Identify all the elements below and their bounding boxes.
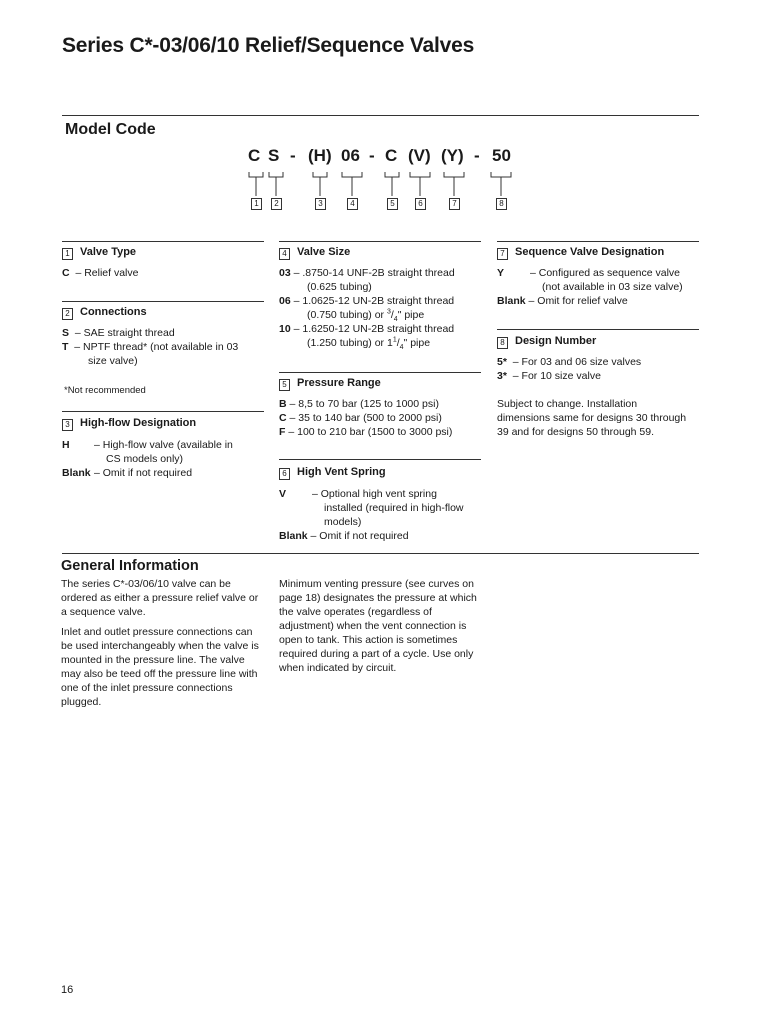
high-vent-row: Blank – Omit if not required bbox=[279, 530, 409, 542]
section-high-flow-heading: 3 High-flow Designation bbox=[62, 417, 196, 431]
general-col1 bbox=[61, 577, 263, 715]
code-part-dash: - bbox=[290, 146, 296, 165]
code-part-c: C bbox=[248, 146, 261, 165]
valve-size-row: 10 – 1.6250-12 UN-2B straight thread bbox=[279, 323, 455, 335]
pressure-range-row: F – 100 to 210 bar (1500 to 3000 psi) bbox=[279, 426, 453, 438]
sequence-row-text: – Configured as sequence valve bbox=[530, 267, 681, 279]
valve-size-row-cont: (0.750 tubing) or $^3/_4$" pipe bbox=[307, 308, 425, 324]
col3-rule-sequence bbox=[497, 241, 699, 242]
section-valve-size-heading: 4 Valve Size bbox=[279, 246, 350, 260]
code-box-6: 6 bbox=[415, 198, 426, 210]
col2-rule-pressure bbox=[279, 372, 481, 373]
general-paragraph: Minimum venting pressure (see curves on page 18) designates the pressure at which the valve operates (regardless of adjustment) when the vent connection is open to tank. This action is sometimes required during a part of a cycle. Use only when indicated by circuit. bbox=[279, 578, 477, 674]
pressure-range-row: C – 35 to 140 bar (500 to 2000 psi) bbox=[279, 412, 442, 424]
col1-rule-highflow bbox=[62, 411, 264, 412]
code-part-s: S bbox=[268, 146, 280, 165]
sequence-row: Y bbox=[497, 267, 505, 279]
connections-row: S – SAE straight thread bbox=[62, 327, 175, 339]
section-valve-type-heading: 1 Valve Type bbox=[62, 246, 136, 260]
high-vent-row-cont: models) bbox=[324, 516, 362, 528]
valve-size-row: 03 – .8750-14 UNF-2B straight thread bbox=[279, 267, 455, 279]
code-part-y: (Y) bbox=[441, 146, 464, 165]
connections-row-cont: size valve) bbox=[88, 355, 138, 367]
connections-footnote: *Not recommended bbox=[64, 385, 146, 396]
design-note: Subject to change. Installation bbox=[497, 398, 638, 410]
valve-size-row-cont: (1.250 tubing) or $1^1/_4$" pipe bbox=[307, 336, 431, 352]
col2-rule-vent bbox=[279, 459, 481, 460]
model-code-heading: Model Code bbox=[65, 121, 156, 138]
valve-type-row: C – Relief valve bbox=[62, 267, 139, 279]
code-box-4: 4 bbox=[347, 198, 358, 210]
code-box-1: 1 bbox=[251, 198, 262, 210]
section-pressure-range-heading: 5 Pressure Range bbox=[279, 377, 381, 391]
high-flow-row: Blank bbox=[62, 467, 91, 479]
general-paragraph: The series C*-03/06/10 valve can be ordered as either a pressure relief valve or a sequence valve. bbox=[61, 578, 259, 618]
code-part-h: (H) bbox=[308, 146, 332, 165]
col2-rule-size bbox=[279, 241, 481, 242]
section-design-heading: 8 Design Number bbox=[497, 335, 596, 349]
high-flow-row: H bbox=[62, 439, 70, 451]
sequence-row: Blank – Omit for relief valve bbox=[497, 295, 628, 307]
code-part-dash: - bbox=[474, 146, 480, 165]
code-part-c2: C bbox=[385, 146, 398, 165]
col1-rule-connections-b bbox=[62, 301, 264, 302]
connections-row: T – NPTF thread* (not available in 03 bbox=[62, 341, 239, 353]
code-box-2: 2 bbox=[271, 198, 282, 210]
design-note: 39 and for designs 50 through 59. bbox=[497, 426, 655, 438]
page-title: Series C*-03/06/10 Relief/Sequence Valves bbox=[62, 34, 475, 57]
code-box-8: 8 bbox=[496, 198, 507, 210]
code-brackets bbox=[0, 0, 768, 230]
high-vent-row-text: – Optional high vent spring bbox=[312, 488, 437, 500]
design-row: 3* – For 10 size valve bbox=[497, 370, 601, 382]
valve-size-row-cont: (0.625 tubing) bbox=[307, 281, 372, 293]
high-vent-row: V bbox=[279, 488, 287, 500]
general-paragraph: Inlet and outlet pressure connections can be used interchangeably when the valve is mounted in the pressure line. The valve may also be teed off the pressure line with one of the inlet pressure connections plugged. bbox=[61, 626, 259, 708]
code-box-7: 7 bbox=[449, 198, 460, 210]
sequence-row-cont: (not available in 03 size valve) bbox=[542, 281, 683, 293]
section-connections-heading: 2 Connections bbox=[62, 306, 147, 320]
code-box-3: 3 bbox=[315, 198, 326, 210]
col3-rule-design bbox=[497, 329, 699, 330]
pressure-range-row: B – 8,5 to 70 bar (125 to 1000 psi) bbox=[279, 398, 439, 410]
code-box-5: 5 bbox=[387, 198, 398, 210]
general-col2 bbox=[279, 577, 481, 681]
code-part-50: 50 bbox=[492, 146, 511, 165]
high-vent-row-cont: installed (required in high-flow bbox=[324, 502, 464, 514]
general-information-heading: General Information bbox=[61, 558, 199, 574]
valve-size-row: 06 – 1.0625-12 UN-2B straight thread bbox=[279, 295, 455, 307]
section-high-vent-heading: 6 High Vent Spring bbox=[279, 466, 386, 480]
general-rule bbox=[62, 553, 699, 554]
high-flow-row-cont: CS models only) bbox=[106, 453, 184, 465]
section-sequence-heading: 7 Sequence Valve Designation bbox=[497, 246, 664, 260]
col1-rule-connections bbox=[62, 241, 264, 242]
code-part-dash: - bbox=[369, 146, 375, 165]
design-row: 5* – For 03 and 06 size valves bbox=[497, 356, 642, 368]
code-part-06: 06 bbox=[341, 146, 360, 165]
design-note: dimensions same for designs 30 through bbox=[497, 412, 687, 424]
page-number: 16 bbox=[61, 984, 74, 996]
high-flow-row-text: – High-flow valve (available in bbox=[94, 439, 233, 451]
high-flow-row-text: – Omit if not required bbox=[94, 467, 193, 479]
code-part-v: (V) bbox=[408, 146, 431, 165]
